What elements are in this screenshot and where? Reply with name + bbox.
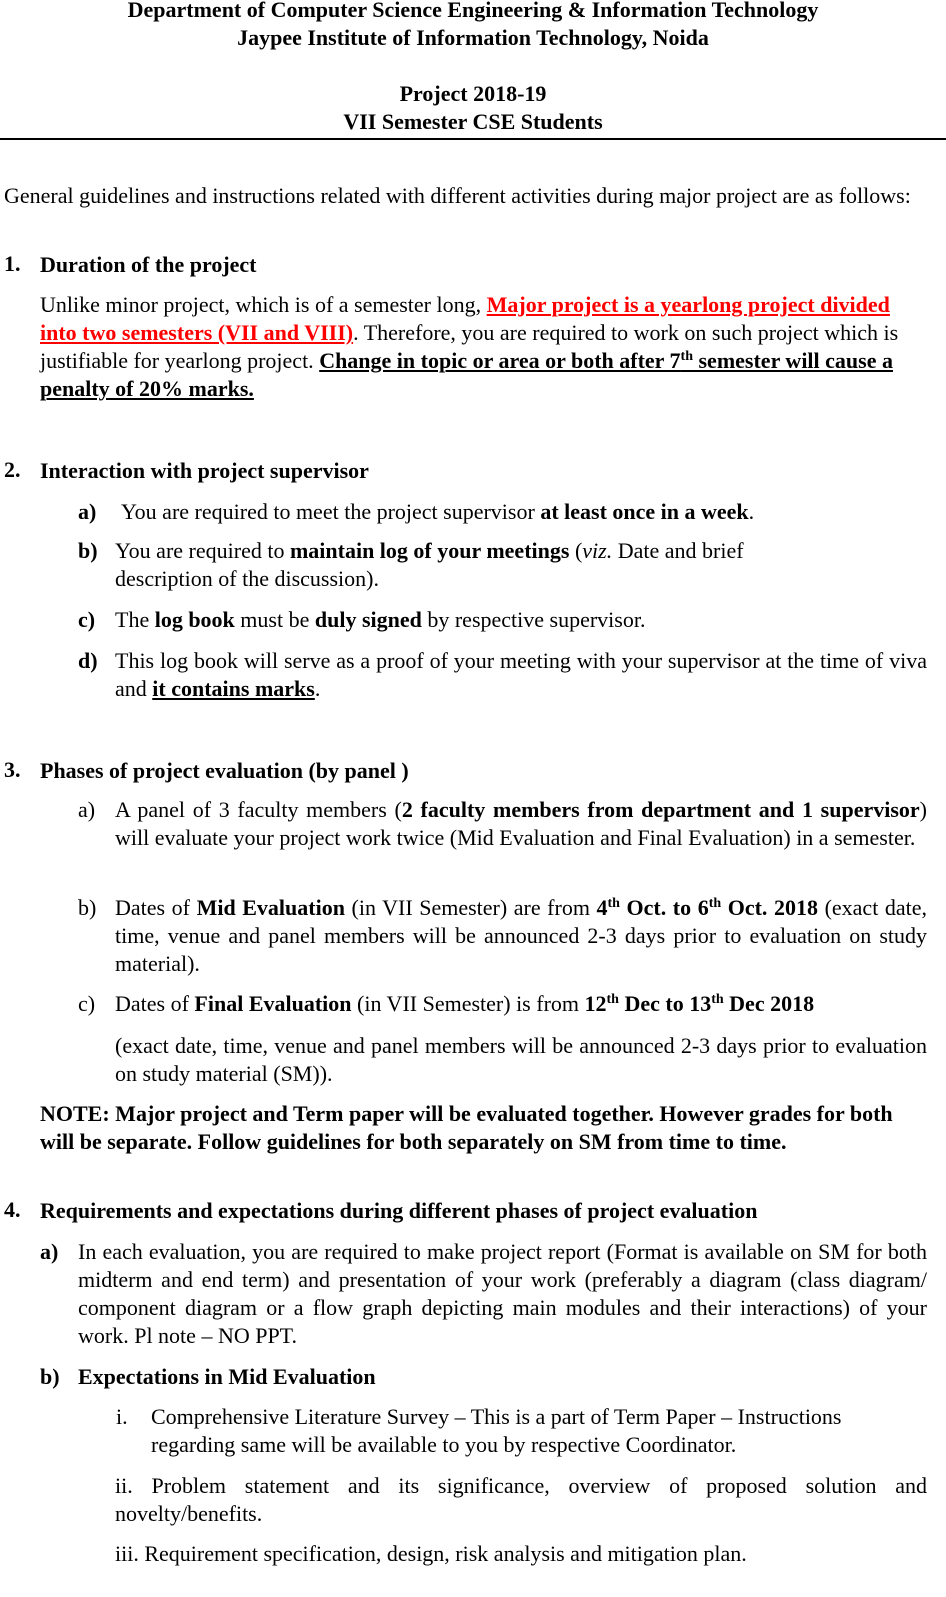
section-2a-label: a) [78, 499, 97, 524]
section-3a-text: A panel of 3 faculty members (2 faculty members from department and 1 supervisor) will evaluate your project work twice (Mid Evaluation and Final Evaluation) in a semester. [115, 797, 927, 850]
yearlong-project-highlight: Major project is a yearlong project divided into two semesters (VII and VIII) [40, 292, 890, 345]
institute-name: Jaypee Institute of Information Technology, Noida [237, 25, 709, 50]
section-1-body: Unlike minor project, which is of a semester long, Major project is a yearlong project divided into two semesters (VII and VIII). Therefore, you are required to work on such project which is justifiable for yearlong project. Change in topic or area or both after 7th semester will cause a penalty of 20% marks. [40, 292, 899, 401]
section-4b-title: Expectations in Mid Evaluation [78, 1364, 376, 1389]
section-4-title: Requirements and expectations during different phases of project evaluation [40, 1198, 758, 1223]
section-2c-text: The log book must be duly signed by respective supervisor. [115, 607, 646, 632]
section-2d-label: d) [78, 648, 98, 673]
section-4-number: 4. [4, 1197, 21, 1222]
section-3-number: 3. [4, 757, 21, 782]
section-2b-label: b) [78, 538, 98, 563]
section-3-title: Phases of project evaluation (by panel ) [40, 758, 409, 783]
evaluation-note: NOTE: Major project and Term paper will be evaluated together. However grades for both will be separate. Follow guidelines for both separately on SM from time to time. [40, 1101, 893, 1154]
section-3a-label: a) [78, 797, 96, 822]
section-1-title: Duration of the project [40, 252, 257, 277]
section-3c-details: (exact date, time, venue and panel members will be announced 2-3 days prior to evaluation on study material (SM)). [115, 1033, 927, 1086]
document-header [0, 0, 946, 136]
section-3c-label: c) [78, 991, 96, 1016]
section-2d-text: This log book will serve as a proof of your meeting with your supervisor at the time of viva and it contains marks. [115, 648, 927, 701]
intro-paragraph: General guidelines and instructions related with different activities during major project are as follows: [4, 183, 911, 208]
section-2a-text: You are required to meet the project supervisor at least once in a week. [121, 499, 755, 524]
department-name: Department of Computer Science Engineering & Information Technology [127, 0, 819, 22]
section-4b-i-text: Comprehensive Literature Survey – This is a part of Term Paper – Instructions regarding same will be available to you by respective Coordinator. [151, 1404, 842, 1457]
section-4a-text: In each evaluation, you are required to make project report (Format is available on SM for both midterm and end term) and presentation of your work (preferably a diagram (class diagram/ component diagram or a flow graph depicting main modules and their interactions) of your work. Pl note – NO PPT. [78, 1239, 927, 1348]
header-divider [0, 138, 946, 140]
section-3c-text: Dates of Final Evaluation (in VII Semester) is from 12th Dec to 13th Dec 2018 [115, 991, 815, 1016]
semester-title: VII Semester CSE Students [343, 109, 603, 134]
section-3b-label: b) [78, 895, 97, 920]
section-4a-label: a) [40, 1239, 59, 1264]
penalty-notice: Change in topic or area or both after 7th semester will cause a penalty of 20% marks. [40, 348, 893, 401]
section-2b-text: You are required to maintain log of your meetings (viz. Date and brief description of the discussion). [115, 538, 744, 591]
section-4b-i-label: i. [116, 1404, 128, 1429]
section-1-number: 1. [4, 251, 21, 276]
section-3b-text: Dates of Mid Evaluation (in VII Semester) are from 4th Oct. to 6th Oct. 2018 (exact date, time, venue and panel members will be announced 2-3 days prior to evaluation on study material). [115, 895, 928, 976]
section-4b-iii-text: iii. Requirement specification, design, risk analysis and mitigation plan. [115, 1541, 747, 1566]
section-4b-label: b) [40, 1364, 60, 1389]
section-2-number: 2. [4, 457, 21, 482]
section-2-title: Interaction with project supervisor [40, 458, 369, 483]
project-year: Project 2018-19 [399, 81, 547, 106]
section-2c-label: c) [78, 607, 96, 632]
section-4b-ii-text: ii. Problem statement and its significance, overview of proposed solution and novelty/benefits. [115, 1473, 927, 1526]
